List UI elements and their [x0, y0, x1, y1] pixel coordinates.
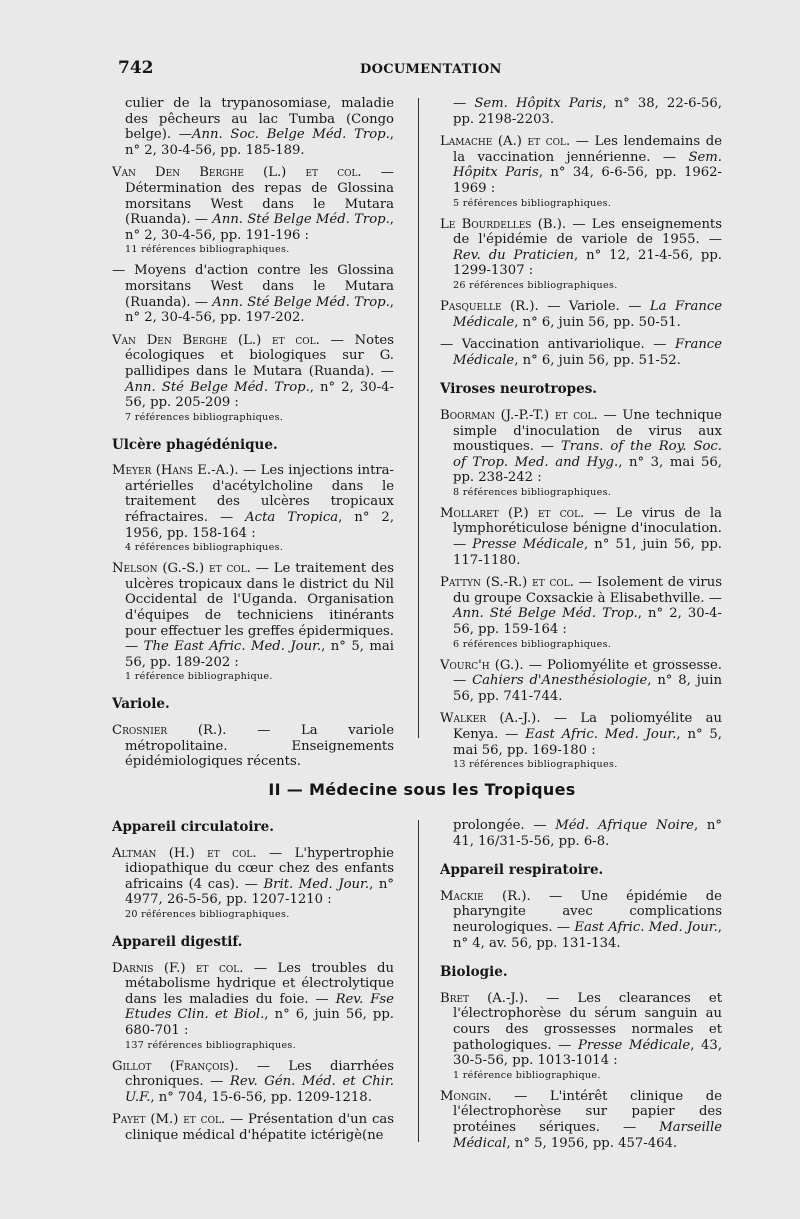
entry-author: Gillot (François). — [112, 1058, 239, 1074]
entry-author: Bret (A.-J.). — [440, 990, 529, 1006]
entry-author: Lamache (A.) et col. — [440, 134, 571, 150]
entry-journal: La France Médicale — [453, 298, 723, 330]
subsection-heading: Appareil digestif. — [112, 933, 243, 950]
column-top-left — [112, 96, 394, 777]
entry-journal: Ann. Sté Belge Méd. Trop. — [212, 212, 390, 228]
entry-details: , n° 2, 30-4-56, pp. 159-164 : — [453, 606, 722, 638]
entry-title: — Une technique simple d'inoculation de virus aux moustiques. — — [453, 407, 722, 455]
page-number: 742 — [118, 58, 154, 78]
entry-journal: France Médicale — [453, 337, 722, 368]
subsection-heading: Viroses neurotropes. — [440, 381, 597, 398]
entry-journal: Rev. Gén. Méd. et Chir. U.F. — [125, 1074, 394, 1105]
entry-references-count: 1 référence bibliographique. — [125, 671, 273, 683]
entry-details: , n° 4, av. 56, pp. 131-134. — [453, 919, 722, 951]
entry-title: — Les lendemains de la vaccination jennérienne. — — [453, 134, 722, 165]
entry-journal: East Afric. Med. Jour. — [574, 919, 718, 935]
entry-details: , n° 6, juin 56, pp. 680-701 : — [125, 1007, 394, 1038]
entry-details: , n° 34, 6-6-56, pp. 1962-1969 : — [453, 165, 723, 196]
entry-journal: Rev. du Praticien — [453, 247, 575, 263]
column-bottom-right — [440, 818, 722, 1158]
entry-details: , n° 8, juin 56, pp. 741-744. — [453, 673, 723, 704]
bibliography-entry — [112, 165, 394, 256]
entry-title: — Les troubles du métabolisme hydrique et électrolytique dans les maladies du foie. — — [125, 960, 394, 1007]
entry-details: , n° 3, mai 56, pp. 238-242 : — [453, 454, 722, 486]
entry-journal: Trans. of the Roy. Soc. of Trop. Med. and Hyg. — [453, 439, 722, 470]
entry-title: — Variole. — — [538, 298, 650, 314]
entry-title: — Les injections intra-artérielles d'acétylcholine dans le traitement des ulcères tropicaux réfractaires. — — [125, 463, 395, 526]
entry-author: Altman (H.) et col. — [112, 845, 257, 861]
subsection-heading: Appareil respiratoire. — [440, 862, 604, 879]
bibliography-entry — [440, 299, 722, 330]
entry-details: , n° 704, 15-6-56, pp. 1209-1218. — [150, 1089, 372, 1105]
bibliography-entry — [112, 723, 394, 770]
entry-references-count: 1 référence bibliographique. — [453, 1069, 601, 1081]
bibliography-entry — [440, 658, 722, 705]
entry-references-count: 4 références bibliographiques. — [125, 542, 284, 554]
entry-author: Mackie (R.). — [440, 888, 531, 904]
entry-title: — Les diarrhées chroniques. — — [125, 1058, 394, 1090]
entry-journal: Rev. Fse Etudes Clin. et Biol. — [125, 991, 394, 1023]
entry-author: Payet (M.) et col. — [112, 1112, 226, 1128]
entry-journal: Ann. Sté Belge Méd. Trop. — [125, 379, 310, 395]
entry-journal: The East Afric. Med. Jour. — [143, 639, 322, 655]
entry-details: , n° 2, 30-4-56, pp. 205-209 : — [125, 379, 394, 411]
entry-journal: Ann. Sté Belge Méd. Trop. — [212, 294, 390, 310]
bibliography-entry — [440, 818, 722, 849]
entry-title: — — [453, 96, 475, 111]
entry-journal: Acta Tropica — [245, 510, 339, 526]
entry-journal: Marseille Médical — [453, 1119, 722, 1151]
entry-references-count: 5 références bibliographiques. — [453, 197, 612, 209]
entry-journal: Ann. Soc. Belge Méd. Trop. — [191, 127, 390, 143]
bibliography-entry — [440, 96, 722, 127]
bibliography-entry — [440, 991, 722, 1082]
entry-title: culier de la trypanosomiase, maladie des pêcheurs au lac Tumba (Congo belge). — — [125, 96, 394, 143]
entry-author: Walker (A.-J.). — [440, 711, 541, 727]
bibliography-entry — [112, 1059, 394, 1106]
entry-title: — Le virus de la lymphoréticulose bénigne d'inoculation. — — [453, 505, 722, 553]
subsection-heading: Ulcère phagédénique. — [112, 436, 278, 453]
entry-details: , n° 41, 16/31-5-56, pp. 6-8. — [453, 818, 722, 849]
entry-author: Le Bourdelles (B.). — [440, 216, 567, 232]
entry-title: prolongée. — — [453, 818, 556, 833]
entry-details: , n° 4977, 26-5-56, pp. 1207-1210 : — [125, 876, 394, 908]
entry-references-count: 8 références bibliographiques. — [453, 486, 612, 498]
entry-details: , n° 5, 1956, pp. 457-464. — [506, 1135, 678, 1151]
entry-details: , n° 51, juin 56, pp. 117-1180. — [453, 537, 722, 568]
bibliography-entry — [112, 961, 394, 1052]
entry-references-count: 7 références bibliographiques. — [125, 411, 284, 423]
subsection-heading: Biologie. — [440, 964, 508, 981]
entry-author: Darnis (F.) et col. — [112, 960, 244, 976]
entry-details: , n° 2, 30-4-56, pp. 185-189. — [125, 127, 394, 158]
entry-journal: East Afric. Med. Jour. — [525, 727, 677, 742]
bibliography-entry — [440, 408, 722, 499]
entry-details: , 43, 30-5-56, pp. 1013-1014 : — [453, 1037, 723, 1069]
column-divider-top — [418, 98, 419, 738]
entry-details: , n° 5, mai 56, pp. 189-202 : — [125, 639, 394, 670]
entry-journal: Cahiers d'Anesthésiologie — [472, 673, 648, 689]
entry-title: — Le traitement des ulcères tropicaux dans le district du Nil Occidental de l'Uganda. Organisation d'équipes de techniciens itinérants pour effectuer les greffes épidermiques. — — [125, 561, 395, 655]
bibliography-entry — [440, 889, 722, 951]
entry-details: , n° 38, 22-6-56, pp. 2198-2203. — [453, 96, 722, 127]
entry-title: — Présentation d'un cas clinique médical d'hépatite ictérigè(ne — [125, 1112, 395, 1143]
entry-journal: Presse Médicale — [578, 1037, 691, 1053]
entry-title: — La poliomyélite au Kenya. — — [453, 711, 722, 742]
bibliography-entry — [112, 463, 394, 554]
entry-title: — La variole métropolitaine. Enseignements épidémiologiques récents. — [125, 723, 395, 770]
entry-title: — Isolement de virus du groupe Coxsackie à Elisabethville. — — [453, 575, 722, 606]
entry-author: Vourc'h (G.). — [440, 657, 524, 673]
subsection-heading: Variole. — [112, 696, 170, 713]
entry-title: — Moyens d'action contre les Glossina morsitans West dans le Mutara (Ruanda). — — [112, 263, 394, 310]
column-bottom-left — [112, 818, 394, 1151]
entry-author: Van Den Berghe (L.) et col. — [112, 332, 320, 348]
bibliography-entry — [440, 134, 722, 209]
bibliography-entry — [440, 711, 722, 771]
bibliography-entry — [440, 337, 722, 368]
bibliography-entry — [112, 263, 394, 325]
entry-title: — Détermination des repas de Glossina morsitans West dans le Mutara (Ruanda). — — [125, 165, 394, 228]
bibliography-entry — [112, 846, 394, 921]
subsection-heading: Appareil circulatoire. — [112, 819, 274, 835]
entry-journal: Ann. Sté Belge Méd. Trop. — [453, 606, 638, 622]
entry-author: Pattyn (S.-R.) et col. — [440, 575, 574, 591]
entry-title: — L'hypertrophie idiopathique du cœur chez des enfants africains (4 cas). — — [125, 845, 394, 892]
entry-references-count: 13 références bibliographiques. — [453, 759, 618, 771]
entry-title: — Une épidémie de pharyngite avec complications neurologiques. — — [453, 888, 722, 935]
column-divider-bottom — [418, 820, 419, 1142]
entry-details: , n° 5, mai 56, pp. 169-180 : — [453, 727, 722, 758]
entry-author: Crosnier (R.). — [112, 723, 227, 738]
entry-author: Mongin. — [440, 1088, 492, 1104]
column-top-right — [440, 96, 722, 778]
bibliography-entry — [112, 96, 394, 158]
entry-details: , n° 12, 21-4-56, pp. 1299-1307 : — [453, 247, 722, 279]
entry-details: , n° 6, juin 56, pp. 50-51. — [514, 314, 681, 330]
entry-author: Nelson (G.-S.) et col. — [112, 561, 251, 577]
running-title: DOCUMENTATION — [360, 62, 502, 77]
entry-references-count: 11 références bibliographiques. — [125, 244, 290, 256]
entry-title: — Les enseignements de l'épidémie de variole de 1955. — — [453, 216, 722, 248]
entry-title: — Vaccination antivariolique. — — [440, 337, 675, 353]
entry-references-count: 137 références bibliographiques. — [125, 1039, 296, 1051]
section-title: II — Médecine sous les Tropiques — [268, 780, 576, 799]
entry-journal: Sem. Hôpitx Paris — [474, 96, 603, 111]
bibliography-entry — [112, 333, 394, 424]
entry-author: Mollaret (P.) et col. — [440, 505, 585, 521]
bibliography-entry — [440, 506, 722, 568]
entry-title: — Poliomyélite et grossesse. — — [453, 657, 722, 689]
entry-journal: Presse Médicale — [472, 537, 584, 553]
bibliography-entry — [440, 217, 722, 292]
entry-title: — Notes écologiques et biologiques sur G. pallidipes dans le Mutara (Ruanda). — — [125, 332, 394, 379]
entry-author: Boorman (J.-P.-T.) et col. — [440, 407, 598, 423]
entry-details: , n° 2, 30-4-56, pp. 191-196 : — [125, 212, 394, 243]
bibliography-entry — [440, 1089, 722, 1151]
bibliography-entry — [112, 1112, 394, 1143]
entry-details: , n° 2, 30-4-56, pp. 197-202. — [125, 294, 394, 326]
entry-journal: Brit. Med. Jour. — [263, 876, 370, 892]
bibliography-entry — [440, 575, 722, 650]
entry-author: Meyer (Hans E.-A.). — [112, 463, 239, 479]
entry-journal: Méd. Afrique Noire — [555, 818, 694, 833]
entry-references-count: 6 références bibliographiques. — [453, 638, 612, 650]
entry-author: Van Den Berghe (L.) et col. — [112, 165, 362, 181]
entry-details: , n° 6, juin 56, pp. 51-52. — [514, 352, 681, 368]
entry-title: — Les clearances et l'électrophorèse du sérum sanguin au cours des grossesses normales et pathologiques. — — [453, 990, 722, 1053]
entry-author: Pasquelle (R.). — [440, 298, 539, 314]
bibliography-entry — [112, 561, 394, 683]
entry-references-count: 26 références bibliographiques. — [453, 279, 618, 291]
entry-references-count: 20 références bibliographiques. — [125, 908, 290, 920]
entry-details: , n° 2, 1956, pp. 158-164 : — [125, 510, 395, 541]
entry-journal: Sem. Hôpitx Paris — [453, 149, 722, 181]
entry-title: — L'intérêt clinique de l'électrophorèse sur papier des protéines sériques. — — [453, 1088, 722, 1135]
